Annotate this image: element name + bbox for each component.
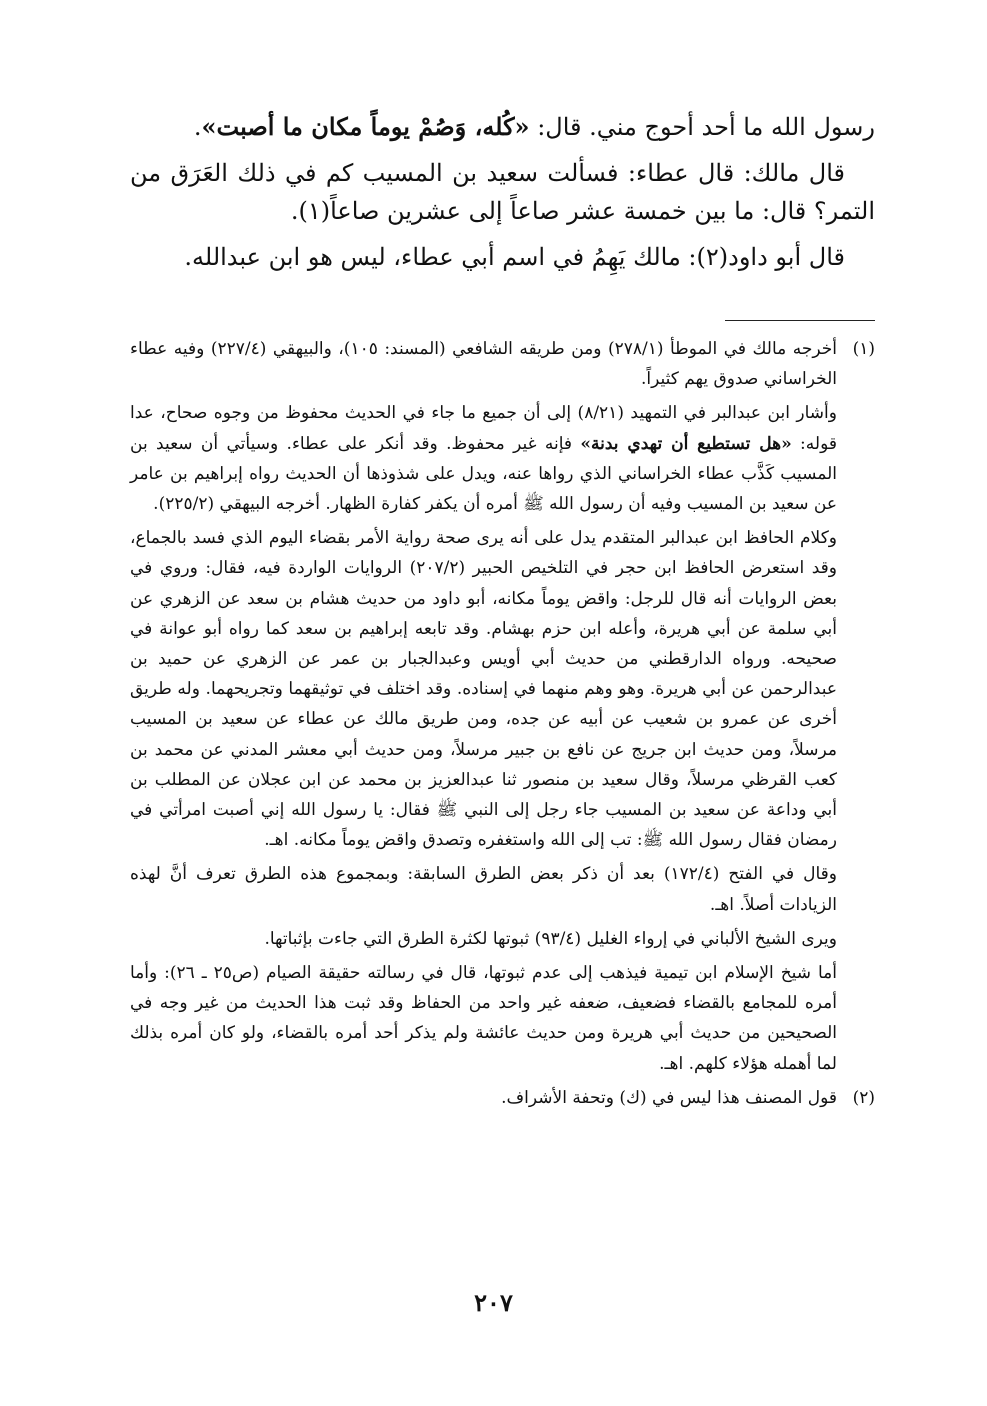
main-paragraph-1 (130, 108, 875, 146)
footnote-1-paragraph-1: أخرجه مالك في الموطأ (٢٧٨/١) ومن طريقه الشافعي (المسند: ١٠٥)، والبيهقي (٢٢٧/٤) وفيه عطاء الخراساني صدوق يهم كثيراً. (130, 339, 837, 390)
main-paragraph-2: قال مالك: قال عطاء: فسألت سعيد بن المسيب كم في ذلك العَرَق من التمر؟ قال: ما بين خمسة عشر صاعاً إلى عشرين صاعاً(١). (130, 159, 875, 225)
main-text (130, 108, 875, 284)
footnote-1-paragraph-2 (130, 398, 837, 519)
footnote-1-paragraph-2-c: فإنه غير محفوظ. وقد أنكر على عطاء. وسيأتي أن سعيد بن المسيب كَذَّب عطاء الخراساني الذي رواها عنه، ويدل على شذوذها أن الحديث رواه إبراهيم بن عامر عن سعيد بن المسيب وفيه أن رسول الله ﷺ أمره أن يكفر كفارة الظهار. أخرجه البيهقي (٢٢٥/٢). (130, 433, 837, 515)
footnote-2-paragraph-1: قول المصنف هذا ليس في (ك) وتحفة الأشراف. (501, 1087, 837, 1108)
footnote-1-paragraph-4: وقال في الفتح (١٧٢/٤) بعد أن ذكر بعض الطرق السابقة: وبمجموع هذه الطرق تعرف أنَّ لهذه الزيادات أصلاً. اهـ. (130, 864, 837, 915)
footnote-1-paragraph-2-a: وأشار ابن عبدالبر في التمهيد (٨/٢١) إلى أن جميع ما جاء في الحديث محفوظ من وجوه صحاح، عدا قوله: (130, 403, 837, 454)
footnote-2-number: (٢) (852, 1087, 875, 1108)
main-paragraph-1-end: . (193, 113, 202, 141)
footnote-1-number: (١) (852, 339, 875, 359)
footnote-2 (130, 1083, 875, 1113)
footnote-1 (130, 334, 875, 1079)
hadith-quote-bold: «كُله، وَصُمْ يوماً مكان ما أصبت» (201, 112, 530, 141)
page-number: ٢٠٧ (474, 1288, 513, 1317)
footnote-1-paragraph-6: أما شيخ الإسلام ابن تيمية فيذهب إلى عدم ثبوتها، قال في رسالته حقيقة الصيام (ص٢٥ ـ ٢٦): وأما أمره للمجامع بالقضاء فضعيف، ضعفه غير واحد من الحفاظ وقد ثبت هذا الحديث من غير وجه في الصحيحين من حديث أبي هريرة ومن حديث عائشة ولم يذكر أحد أمره بالقضاء، ولو كان أمره بذلك لما أهمله هؤلاء كلهم. اهـ. (130, 963, 837, 1074)
footnote-1-bold-quote: «هل تستطيع أن تهدي بدنة» (580, 433, 792, 454)
footnote-1-paragraph-5: ويرى الشيخ الألباني في إرواء الغليل (٩٣/٤) ثبوتها لكثرة الطرق التي جاءت بإثباتها. (264, 928, 837, 949)
footnote-1-paragraph-3: وكلام الحافظ ابن عبدالبر المتقدم يدل على أنه يرى صحة رواية الأمر بقضاء اليوم الذي فسد بالجماع، وقد استعرض الحافظ ابن حجر في التلخيص الحبير (٢٠٧/٢) الروايات الواردة فيه، فقال: وروي في بعض الروايات أنه قال للرجل: واقض يوماً مكانه، أبو داود من حديث هشام بن سعد عن الزهري عن أبي سلمة عن أبي هريرة، وأعله ابن حزم بهشام. وقد تابعه إبراهيم بن سعد كما رواه أبو عوانة في صحيحه. ورواه الدارقطني من حديث أبي أويس وعبدالجبار بن عمر عن الزهري عن حميد بن عبدالرحمن عن أبي هريرة. وهو وهم منهما في إسناده. وقد اختلف في توثيقهما وتجريحهما. وله طريق أخرى عن عمرو بن شعيب عن أبيه عن جده، ومن طريق مالك عن عطاء عن سعيد بن المسيب مرسلاً، ومن حديث ابن جريج عن نافع بن جبير مرسلاً، ومن حديث أبي معشر المدني عن محمد بن كعب القرظي مرسلاً، وقال سعيد بن منصور ثنا عبدالعزيز بن محمد عن ابن عجلان عن المطلب بن أبي وداعة عن سعيد بن المسيب جاء رجل إلى النبي ﷺ فقال: يا رسول الله إني أصبت امرأتي في رمضان فقال رسول الله ﷺ: تب إلى الله واستغفره وتصدق واقض يوماً مكانه. اهـ. (130, 528, 837, 851)
main-paragraph-3: قال أبو داود(٢): مالك يَهِمُ في اسم أبي عطاء، ليس هو ابن عبدالله. (184, 243, 845, 271)
footnotes (130, 334, 875, 1117)
footnote-separator (725, 320, 875, 321)
main-paragraph-1-text: رسول الله ما أحد أحوج مني. قال: (529, 113, 875, 141)
